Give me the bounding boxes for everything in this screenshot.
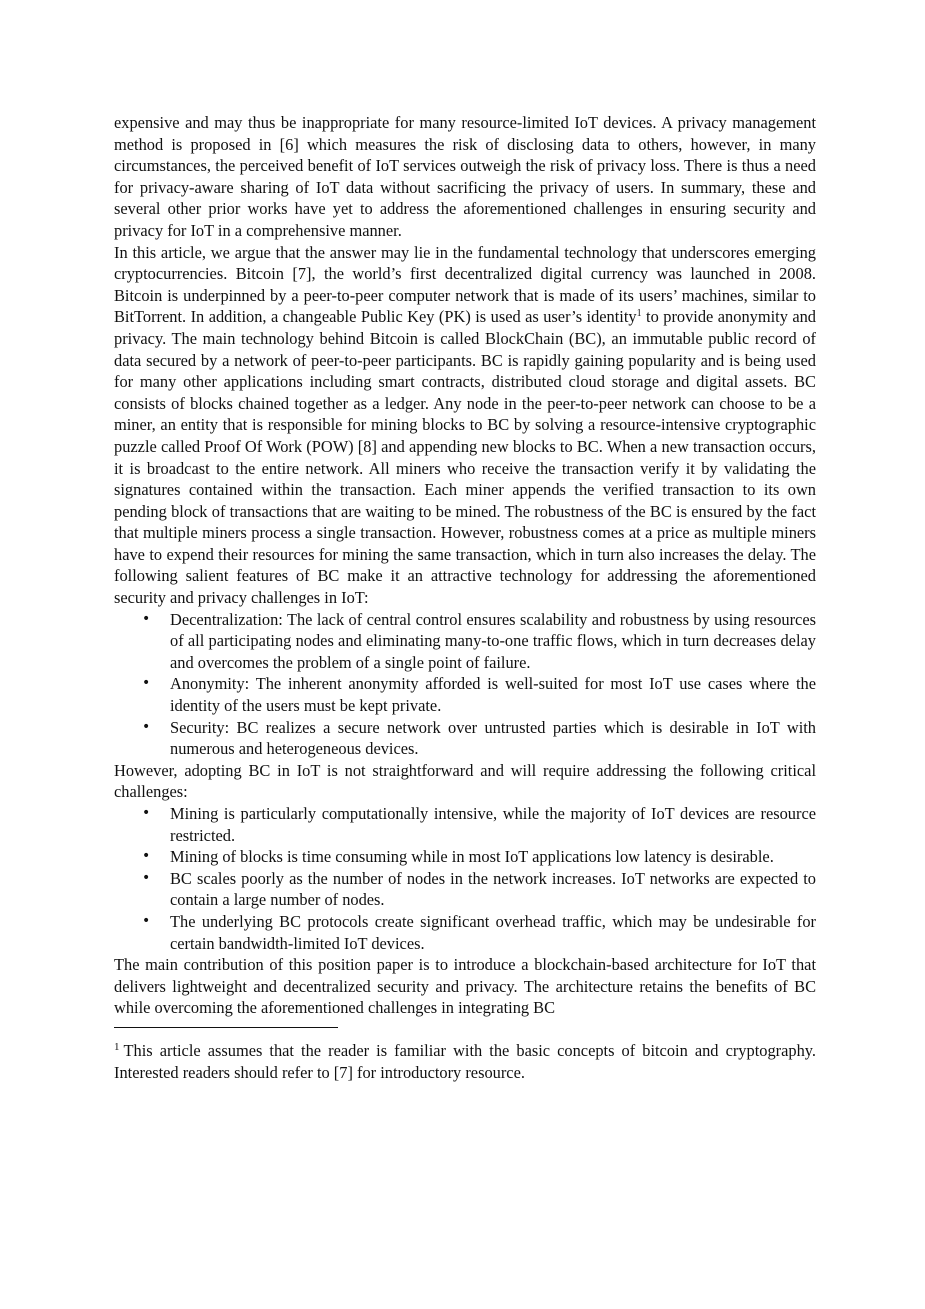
bullet-icon: • bbox=[142, 848, 151, 865]
bullet-icon: • bbox=[142, 805, 151, 821]
feature-decentralization: Decentralization: The lack of central control ensures scalability and robustness by using resources of all participating nodes and eliminating many-to-one traffic flows, which in turn decreases delay and overcomes the problem of a single point of failure. bbox=[170, 609, 816, 672]
challenge-latency: Mining of blocks is time consuming while in most IoT applications low latency is desirable. bbox=[170, 847, 774, 867]
contribution-paragraph: The main contribution of this position paper is to introduce a blockchain-based architecture for IoT that delivers lightweight and decentralized security and privacy. The architecture retains the benefits of BC while overcoming the aforementioned challenges in integrating BC bbox=[114, 955, 816, 1018]
features-list bbox=[114, 609, 816, 760]
challenge-scalability: BC scales poorly as the number of nodes in the network increases. IoT networks are expected to contain a large number of nodes. bbox=[170, 868, 816, 910]
feature-anonymity: Anonymity: The inherent anonymity afforded is well-suited for most IoT use cases where the identity of the users must be kept private. bbox=[170, 674, 816, 716]
footnote-divider bbox=[114, 1027, 338, 1028]
footnote-reference[interactable]: 1 bbox=[636, 308, 642, 320]
footnote-marker: 1 bbox=[114, 1040, 120, 1053]
list-item bbox=[114, 868, 816, 911]
challenges-list bbox=[114, 803, 816, 954]
bullet-icon: • bbox=[142, 675, 151, 692]
challenge-overhead: The underlying BC protocols create significant overhead traffic, which may be undesirable for certain bandwidth-limited IoT devices. bbox=[170, 911, 816, 953]
bullet-icon: • bbox=[142, 869, 151, 886]
bitcoin-paragraph bbox=[114, 242, 816, 609]
list-item bbox=[114, 717, 816, 760]
footnote bbox=[114, 1040, 816, 1083]
list-item bbox=[114, 673, 816, 716]
challenges-intro: However, adopting BC in IoT is not straightforward and will require addressing the following critical challenges: bbox=[114, 760, 816, 802]
bitcoin-paragraph-text-1: In this article, we argue that the answer may lie in the fundamental technology that underscores emerging cryptocurrencies. Bitcoin [7], the world’s first decentralized digital currency was launched in 2008. Bitcoin is underpinned by a peer-to-peer computer network that is made of its users’ machines, similar to BitTorrent. In addition, a changeable Public Key (PK) is used as user’s identity bbox=[114, 242, 816, 327]
bullet-icon: • bbox=[142, 912, 151, 929]
intro-paragraph: expensive and may thus be inappropriate for many resource-limited IoT devices. A privacy management method is proposed in [6] which measures the risk of disclosing data to others, however, in many circumstances, the perceived benefit of IoT services outweigh the risk of privacy loss. There is thus a need for privacy-aware sharing of IoT data without sacrificing the privacy of users. In summary, these and several other prior works have yet to address the aforementioned challenges in ensuring security and privacy for IoT in a comprehensive manner. bbox=[114, 113, 816, 240]
bitcoin-paragraph-text-2: to provide anonymity and privacy. The main technology behind Bitcoin is called BlockChain (BC), an immutable public record of data secured by a network of peer-to-peer participants. BC is rapidly gaining popularity and is being used for many other applications including smart contracts, distributed cloud storage and digital assets. BC consists of blocks chained together as a ledger. Any node in the peer-to-peer network can choose to be a miner, an entity that is responsible for mining blocks to BC by solving a resource-intensive cryptographic puzzle called Proof Of Work (POW) [8] and appending new blocks to BC. When a new transaction occurs, it is broadcast to the entire network. All miners who receive the transaction verify it by validating the signatures contained within the transaction. Each miner appends the verified transaction to its own pending block of transactions that are waiting to be mined. The robustness of the BC is ensured by the fact that multiple miners process a single transaction. However, robustness comes at a price as multiple miners have to expend their resources for mining the same transaction, which in turn also increases the delay. The following salient features of BC make it an attractive technology for addressing the aforementioned security and privacy challenges in IoT: bbox=[114, 307, 816, 608]
bullet-icon: • bbox=[142, 718, 151, 735]
footnote-text: This article assumes that the reader is familiar with the basic concepts of bitcoin and cryptography. Interested readers should refer to [7] for introductory resource. bbox=[114, 1040, 816, 1082]
list-item bbox=[114, 846, 816, 868]
page-body bbox=[114, 112, 816, 1083]
list-item bbox=[114, 609, 816, 674]
list-item bbox=[114, 803, 816, 846]
challenge-mining-intensive: Mining is particularly computationally intensive, while the majority of IoT devices are resource restricted. bbox=[170, 804, 816, 845]
list-item bbox=[114, 911, 816, 954]
bullet-icon: • bbox=[142, 610, 151, 627]
feature-security: Security: BC realizes a secure network over untrusted parties which is desirable in IoT with numerous and heterogeneous devices. bbox=[170, 717, 816, 759]
